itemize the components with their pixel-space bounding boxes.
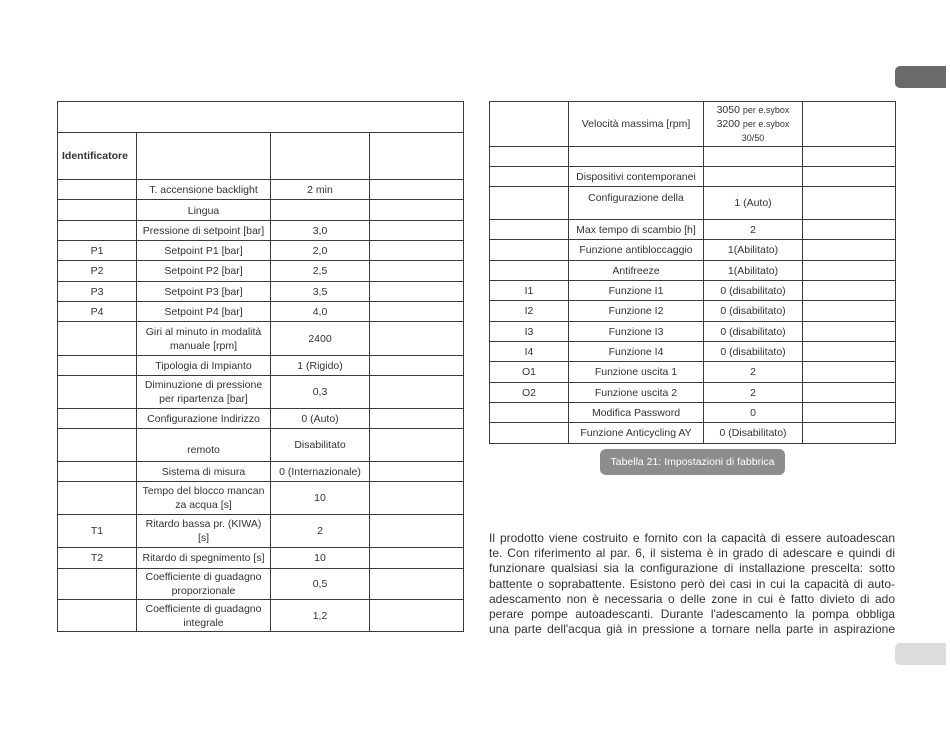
table-row: I4 Funzione I4 0 (disabilitato)	[490, 342, 896, 362]
table-row: Giri al minuto in modalità manuale [rpm] 2400	[58, 322, 464, 356]
table-row: Pressione di setpoint [bar] 3,0	[58, 221, 464, 241]
table-row: Configurazione della 1 (Auto)	[490, 187, 896, 220]
table-row: Configurazione Indirizzo 0 (Auto)	[58, 409, 464, 429]
table-row: Coefficiente di guadagno proporzionale 0,5	[58, 569, 464, 600]
table-row: remoto Disabilitato	[58, 429, 464, 462]
table-row: O2 Funzione uscita 2 2	[490, 383, 896, 403]
table-row: Max tempo di scambio [h] 2	[490, 220, 896, 240]
table-row: Lingua	[58, 200, 464, 221]
table-row: T1 Ritardo bassa pr. (KIWA) [s] 2	[58, 515, 464, 548]
max-speed-values: 3050 per e.sybox 3200 per e.sybox 30/50	[704, 102, 803, 147]
table-row: P1 Setpoint P1 [bar] 2,0	[58, 241, 464, 261]
table-caption: Tabella 21: Impostazioni di fabbrica	[600, 449, 785, 475]
settings-table-right	[489, 101, 896, 444]
table-row: P2 Setpoint P2 [bar] 2,5	[58, 261, 464, 282]
page-tab	[895, 643, 946, 665]
table-row: Velocità massima [rpm] 3050 per e.sybox 3200 per e.sybox 30/50	[490, 102, 896, 147]
table-row	[490, 147, 896, 167]
table-row: Sistema di misura 0 (Internazionale)	[58, 462, 464, 482]
table-row: P3 Setpoint P3 [bar] 3,5	[58, 282, 464, 302]
table-row: Antifreeze 1(Abilitato)	[490, 261, 896, 281]
table-row: Tempo del blocco mancan za acqua [s] 10	[58, 482, 464, 515]
table-row: Modifica Password 0	[490, 403, 896, 423]
table-row: I2 Funzione I2 0 (disabilitato)	[490, 301, 896, 322]
table-row: I3 Funzione I3 0 (disabilitato)	[490, 322, 896, 342]
table-row: Dispositivi contemporanei	[490, 167, 896, 187]
table-row: O1 Funzione uscita 1 2	[490, 362, 896, 383]
table-row: T2 Ritardo di spegnimento [s] 10	[58, 548, 464, 569]
table-row: Funzione antibloccaggio 1(Abilitato)	[490, 240, 896, 261]
table-header-row	[58, 133, 464, 180]
table-title-row	[58, 102, 464, 133]
table-row: T. accensione backlight 2 min	[58, 180, 464, 200]
body-paragraph: Il prodotto viene costruito e fornito con la capacità di essere autoadescan te. Con riferimento al par. 6, il sistema è in grado di adescare e quindi di funzionare qualsiasi sia la configurazione di installazione prescelta: sotto battente o soprabattente. Esistono però dei casi in cui la capacità di auto- adescamento non è necessaria o delle zone in cui è fatto divieto di ado perare pompe autoadescanti. Durante l'adescamento la pompa obbliga una parte dell'acqua già in pressione a tornare nella parte in aspirazione	[489, 531, 895, 637]
settings-table-left	[57, 101, 464, 632]
chapter-tab	[895, 66, 946, 88]
table-row: P4 Setpoint P4 [bar] 4,0	[58, 302, 464, 322]
table-row: Coefficiente di guadagno integrale 1,2	[58, 600, 464, 632]
table-row: Funzione Anticycling AY 0 (Disabilitato)	[490, 423, 896, 444]
table-row: Diminuzione di pressione per ripartenza [bar] 0,3	[58, 376, 464, 409]
table-row: Tipologia di Impianto 1 (Rigido)	[58, 356, 464, 376]
table-row: I1 Funzione I1 0 (disabilitato)	[490, 281, 896, 301]
identifier-header: Identificatore	[58, 133, 137, 180]
